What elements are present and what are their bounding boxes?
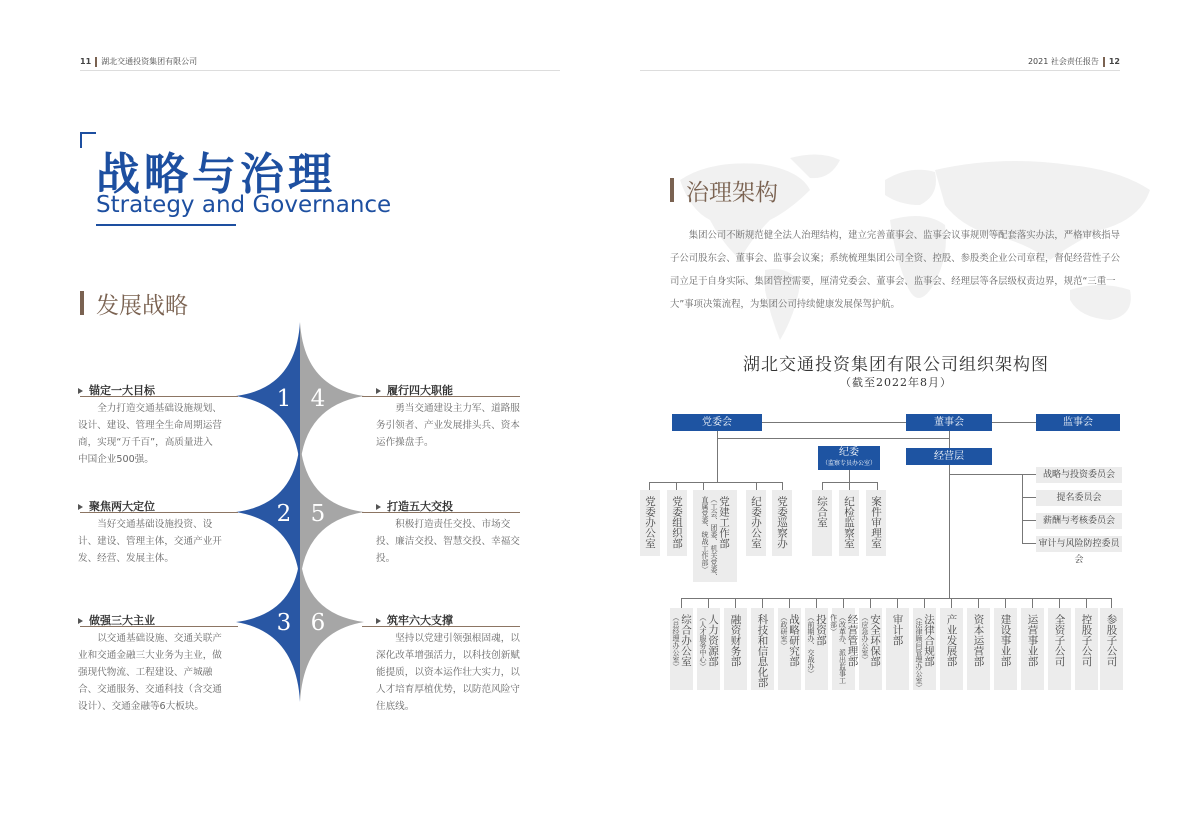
dept-investment: 投资部 （前期办、交战办） — [805, 608, 828, 690]
triangle-bullet-icon — [78, 618, 83, 624]
connector — [649, 482, 650, 490]
discipline-committee-box: 纪委 （监察专员办公室） — [818, 446, 880, 470]
diamond-right-4 — [300, 322, 364, 468]
strategy-item-body: 坚持以党建引领强根固魂，以 深化改革增强活力，以科技创新赋 能提质，以资本运作壮大实力，以 人才培育厚植优势，以防范风险守 住底线。 — [376, 633, 520, 712]
connector — [870, 598, 871, 608]
left-page-header — [80, 56, 197, 67]
connector — [951, 598, 952, 608]
triangle-bullet-icon — [78, 504, 83, 510]
dept-legal-compliance: 法律合规部 （法律顾问管理办公室） — [913, 608, 936, 690]
dept-capital-operation: 资本运营部 — [967, 608, 990, 690]
strategy-item-title: 打造五大交投 — [376, 498, 526, 514]
supervision-office-box: 纪检监察室 — [839, 490, 859, 556]
left-page-number: 11 — [80, 57, 92, 66]
strategy-diamond-graphic — [230, 318, 370, 708]
number-4: 4 — [310, 386, 326, 412]
strategy-item-body: 全力打造交通基础设施规划、 设计、建设、管理全生命周期运营 商，实现“万千百”，高质量进入 中国企业500强。 — [78, 403, 222, 465]
governance-intro: 集团公司不断规范健全法人治理结构，建立完善董事会、监事会议事规则等配套落实办法，严格审核指导子公司股东会、董事会、监事会议案；系统梳理集团公司全资、控股、参股类企业公司章程，督促经营性子公司立足于自身实际、集团管控需要，厘清党委会、董事会、监事会、经理层等各层级权责边界，规范“三重一大”事项决策流程，为集团公司持续健康发展保驾护航。 — [670, 230, 1121, 310]
dept-construction: 建设事业部 — [994, 608, 1017, 690]
page-title: 战略与治理 — [96, 149, 336, 200]
strategy-item-5 — [376, 498, 526, 567]
connector — [1022, 497, 1037, 498]
connector — [703, 482, 704, 490]
strategy-item-1 — [78, 382, 238, 468]
connector — [1086, 598, 1087, 608]
header-rule-right — [640, 70, 1120, 71]
case-review-office-box: 案件审理室 — [866, 490, 886, 556]
connector — [822, 482, 823, 490]
strategy-item-2 — [78, 498, 238, 567]
diamond-right-5 — [300, 440, 364, 584]
dept-operation-management: 经营管理部 （改革办、派出监事工作部） — [832, 608, 855, 690]
connector — [843, 598, 844, 608]
connector — [1022, 474, 1023, 544]
connector — [816, 598, 817, 608]
dept-strategy-research: 战略研究部 （政研室） — [778, 608, 801, 690]
party-committee-box: 党委会 — [672, 414, 762, 431]
connector — [1059, 598, 1060, 608]
dept-operations: 运营事业部 — [1021, 608, 1044, 690]
minority-subsidiaries: 参股子公司 — [1100, 608, 1123, 690]
section-bar — [80, 291, 84, 315]
dept-safety-environment: 安全环保部 （应急办公室） — [859, 608, 882, 690]
connector — [949, 474, 1037, 475]
strategy-item-3 — [78, 612, 238, 715]
strategy-item-title: 做强三大主业 — [78, 612, 238, 628]
connector — [762, 598, 763, 608]
party-organization-box: 党委组织部 — [667, 490, 687, 556]
party-office-box: 党委办公室 — [640, 490, 660, 556]
number-1: 1 — [276, 386, 292, 412]
dept-audit: 审计部 — [886, 608, 909, 690]
connector — [708, 598, 709, 608]
party-building-box: 党建工作部 （工会、团委、机关党委、直属党委、统战工作部） — [693, 490, 737, 582]
inspection-office-box: 党委巡察办 — [772, 490, 792, 556]
strategy-item-title: 筑牢六大支撑 — [376, 612, 526, 628]
number-3: 3 — [276, 610, 292, 636]
section-bar — [670, 178, 674, 202]
header-divider — [1103, 57, 1105, 67]
connector — [877, 482, 878, 490]
connector — [849, 469, 850, 482]
connector — [924, 598, 925, 608]
board-box: 董事会 — [906, 414, 992, 431]
strategy-item-body: 积极打造责任交投、市场交 投、廉洁交投、智慧交投、幸福交 投。 — [376, 519, 520, 564]
number-2: 2 — [276, 501, 292, 527]
header-rule-left — [80, 70, 560, 71]
supervisory-board-box: 监事会 — [1036, 414, 1120, 431]
triangle-bullet-icon — [376, 618, 381, 624]
management-box: 经营层 — [906, 448, 992, 465]
org-chart-subtitle: （截至2022年8月） — [840, 376, 952, 389]
connector — [1022, 543, 1037, 544]
triangle-bullet-icon — [78, 388, 83, 394]
right-header-title: 2021 社会责任报告 — [1027, 57, 1099, 66]
org-chart-title: 湖北交通投资集团有限公司组织架构图 — [743, 355, 1049, 375]
title-corner-mark — [80, 132, 96, 148]
connector — [1111, 598, 1112, 608]
dept-human-resources: 人力资源部 （人才服务中心） — [697, 608, 720, 690]
diamond-right-6 — [300, 554, 364, 702]
committee-audit-risk: 审计与风险防控委员会 — [1036, 536, 1122, 552]
triangle-bullet-icon — [376, 388, 381, 394]
general-office-box: 综合室 — [812, 490, 832, 556]
dept-general-office: 综合办公室 （总经理办公室） — [670, 608, 693, 690]
connector — [1005, 598, 1006, 608]
number-6: 6 — [310, 610, 326, 636]
right-page-number: 12 — [1108, 57, 1120, 66]
committee-compensation: 薪酬与考核委员会 — [1036, 513, 1122, 529]
connector — [1032, 598, 1033, 608]
committee-nomination: 提名委员会 — [1036, 490, 1122, 506]
strategy-item-title: 锚定一大目标 — [78, 382, 238, 398]
number-5: 5 — [310, 501, 326, 527]
connector — [897, 598, 898, 608]
development-heading: 发展战略 — [96, 293, 188, 319]
connector — [649, 482, 783, 483]
left-header-title: 湖北交通投资集团有限公司 — [101, 57, 198, 66]
connector — [789, 598, 790, 608]
connector — [849, 482, 850, 490]
connector — [717, 438, 949, 439]
strategy-item-body: 勇当交通建设主力军、道路服 务引领者、产业发展排头兵、资本 运作操盘手。 — [376, 403, 520, 448]
connector — [822, 482, 878, 483]
triangle-bullet-icon — [376, 504, 381, 510]
dept-technology: 科技和信息化部 — [751, 608, 774, 690]
wholly-owned-subsidiaries: 全资子公司 — [1048, 608, 1071, 690]
connector — [756, 482, 757, 490]
right-page-header — [1028, 56, 1120, 67]
governance-heading: 治理架构 — [686, 180, 778, 206]
connector — [676, 482, 677, 490]
holding-subsidiaries: 控股子公司 — [1075, 608, 1098, 690]
connector — [735, 598, 736, 608]
committee-strategy: 战略与投资委员会 — [1036, 467, 1122, 483]
page-title-english: Strategy and Governance — [96, 192, 392, 218]
discipline-office-box: 纪委办公室 — [746, 490, 766, 556]
strategy-item-title: 聚焦两大定位 — [78, 498, 238, 514]
dept-industry-development: 产业发展部 — [940, 608, 963, 690]
header-divider — [95, 57, 97, 67]
strategy-item-body: 当好交通基础设施投资、设 计、建设、管理主体，交通产业开 发、经营、发展主体。 — [78, 519, 222, 564]
strategy-item-6 — [376, 612, 526, 715]
connector — [782, 482, 783, 490]
title-underline — [96, 224, 236, 226]
connector — [681, 598, 682, 608]
connector — [1022, 520, 1037, 521]
dept-finance: 融资财务部 — [724, 608, 747, 690]
strategy-item-title: 履行四大职能 — [376, 382, 526, 398]
strategy-item-body: 以交通基础设施、交通关联产 业和交通金融三大业务为主业，做 强现代物流、工程建设、产城融 合、交通服务、交通科技（含交通 设计）、交通金融等6大板块。 — [78, 633, 222, 712]
connector — [978, 598, 979, 608]
connector — [681, 598, 1111, 599]
strategy-item-4 — [376, 382, 526, 451]
